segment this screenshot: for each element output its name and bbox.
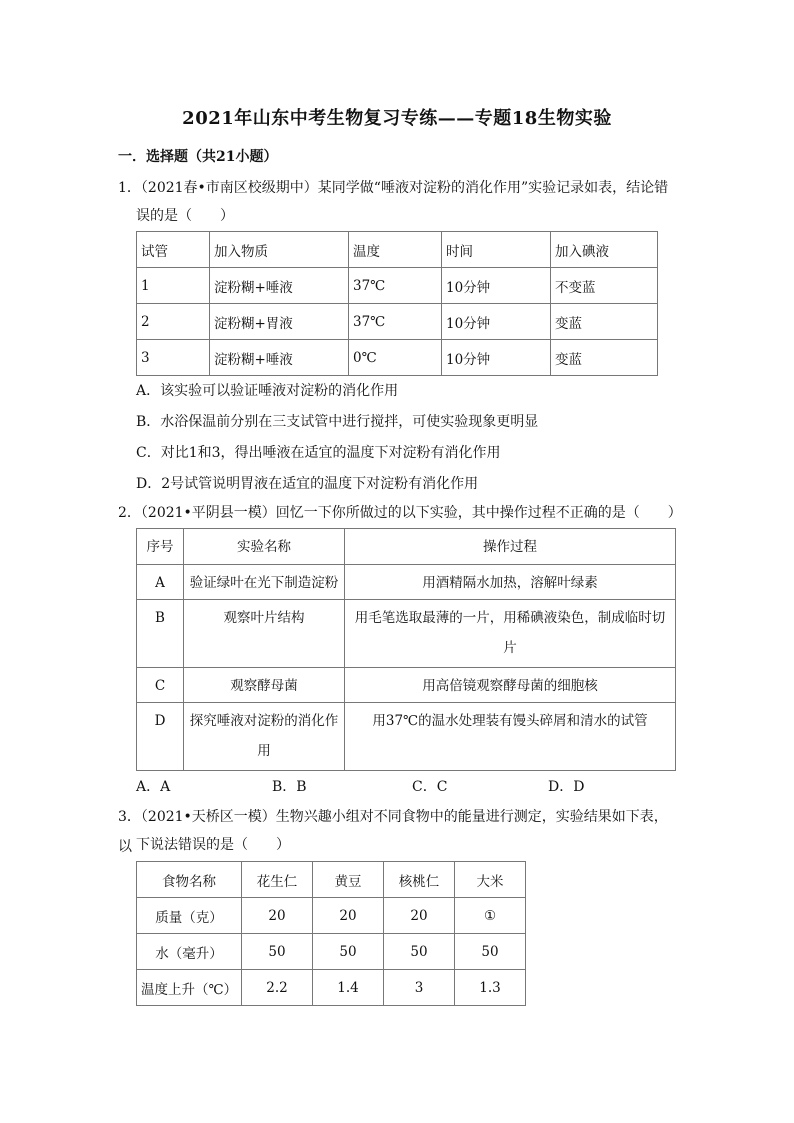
table-header-cell: 食物名称	[137, 862, 242, 898]
table-cell: 37℃	[349, 268, 442, 304]
question-1-line-2: 误的是（ ）	[136, 208, 234, 224]
table-header-cell: 加入物质	[210, 232, 349, 268]
table-cell: 20	[384, 898, 455, 934]
table-cell: 10分钟	[442, 304, 551, 340]
table-row	[137, 703, 676, 771]
table-header-cell: 序号	[137, 529, 184, 565]
table-row	[137, 268, 658, 304]
table-cell: 验证绿叶在光下制造淀粉	[184, 565, 345, 600]
question-2-option-d: D．D	[548, 779, 585, 795]
table-cell: 3	[384, 970, 455, 1006]
table-header-cell: 温度	[349, 232, 442, 268]
table-cell: D	[137, 703, 184, 771]
table-cell: 用37℃的温水处理装有馒头碎屑和清水的试管	[345, 703, 676, 771]
table-cell: B	[137, 600, 184, 668]
question-2-option-c: C．C	[412, 779, 448, 795]
table-header-cell: 花生仁	[242, 862, 313, 898]
table-cell: 1	[137, 268, 210, 304]
table-cell: 变蓝	[551, 304, 658, 340]
table-cell: 20	[313, 898, 384, 934]
table-cell: 用酒精隔水加热，溶解叶绿素	[345, 565, 676, 600]
table-header-row	[137, 232, 658, 268]
table-cell: 2.2	[242, 970, 313, 1006]
table-cell: 淀粉糊+唾液	[210, 268, 349, 304]
table-cell: 50	[313, 934, 384, 970]
document-title: 2021年山东中考生物复习专练——专题18生物实验	[182, 108, 612, 129]
section-heading: 一．选择题（共21小题）	[118, 149, 278, 165]
table-cell: 淀粉糊+胃液	[210, 304, 349, 340]
question-2-option-a: A．A	[136, 779, 171, 795]
table-header-cell: 核桃仁	[384, 862, 455, 898]
table-cell: 3	[137, 340, 210, 376]
question-2-table	[136, 528, 676, 771]
question-1-option-a: A．该实验可以验证唾液对淀粉的消化作用	[136, 383, 399, 399]
table-cell: 50	[242, 934, 313, 970]
table-cell: 用毛笔选取最薄的一片，用稀碘液染色，制成临时切片	[345, 600, 676, 668]
question-3-line-1: 3．（2021•天桥区一模）生物兴趣小组对不同食物中的能量进行测定，实验结果如下表，以	[118, 809, 668, 855]
table-cell: 37℃	[349, 304, 442, 340]
question-2-option-b: B．B	[272, 779, 307, 795]
table-header-cell: 黄豆	[313, 862, 384, 898]
table-cell: 用高倍镜观察酵母菌的细胞核	[345, 668, 676, 703]
table-cell: 10分钟	[442, 340, 551, 376]
table-cell: 淀粉糊+唾液	[210, 340, 349, 376]
table-cell: 1.4	[313, 970, 384, 1006]
table-cell: 0℃	[349, 340, 442, 376]
table-cell: 20	[242, 898, 313, 934]
table-row	[137, 304, 658, 340]
table-cell: 10分钟	[442, 268, 551, 304]
question-3-line-2: 下说法错误的是（ ）	[136, 837, 290, 853]
table-cell: 探究唾液对淀粉的消化作用	[184, 703, 345, 771]
table-header-cell: 实验名称	[184, 529, 345, 565]
table-header-row	[137, 862, 526, 898]
table-header-cell: 试管	[137, 232, 210, 268]
table-cell: 2	[137, 304, 210, 340]
table-cell: 水（毫升）	[137, 934, 242, 970]
table-cell: A	[137, 565, 184, 600]
table-cell: 观察酵母菌	[184, 668, 345, 703]
table-row	[137, 565, 676, 600]
table-row	[137, 340, 658, 376]
table-header-cell: 时间	[442, 232, 551, 268]
table-cell: 50	[384, 934, 455, 970]
table-row	[137, 898, 526, 934]
table-header-row	[137, 529, 676, 565]
question-1-table	[136, 231, 658, 376]
table-cell: 变蓝	[551, 340, 658, 376]
table-header-cell: 加入碘液	[551, 232, 658, 268]
table-row	[137, 600, 676, 668]
table-cell: 温度上升（℃）	[137, 970, 242, 1006]
table-cell: C	[137, 668, 184, 703]
question-1-option-d: D．2号试管说明胃液在适宜的温度下对淀粉有消化作用	[136, 476, 479, 492]
table-header-cell: 操作过程	[345, 529, 676, 565]
table-cell: 不变蓝	[551, 268, 658, 304]
table-cell: 观察叶片结构	[184, 600, 345, 668]
question-2-line-1: 2．（2021•平阴县一模）回忆一下你所做过的以下实验，其中操作过程不正确的是（ ）	[118, 505, 682, 521]
table-row	[137, 970, 526, 1006]
table-cell: 1.3	[455, 970, 526, 1006]
question-3-table	[136, 861, 526, 1006]
table-cell: 50	[455, 934, 526, 970]
question-1-line-1: 1．（2021春•市南区校级期中）某同学做“唾液对淀粉的消化作用”实验记录如表，结论错	[118, 180, 669, 196]
table-row	[137, 668, 676, 703]
table-row	[137, 934, 526, 970]
table-cell: ①	[455, 898, 526, 934]
table-header-cell: 大米	[455, 862, 526, 898]
table-cell: 质量（克）	[137, 898, 242, 934]
question-1-option-c: C．对比1和3，得出唾液在适宜的温度下对淀粉有消化作用	[136, 445, 501, 461]
question-1-option-b: B．水浴保温前分别在三支试管中进行搅拌，可使实验现象更明显	[136, 414, 539, 430]
